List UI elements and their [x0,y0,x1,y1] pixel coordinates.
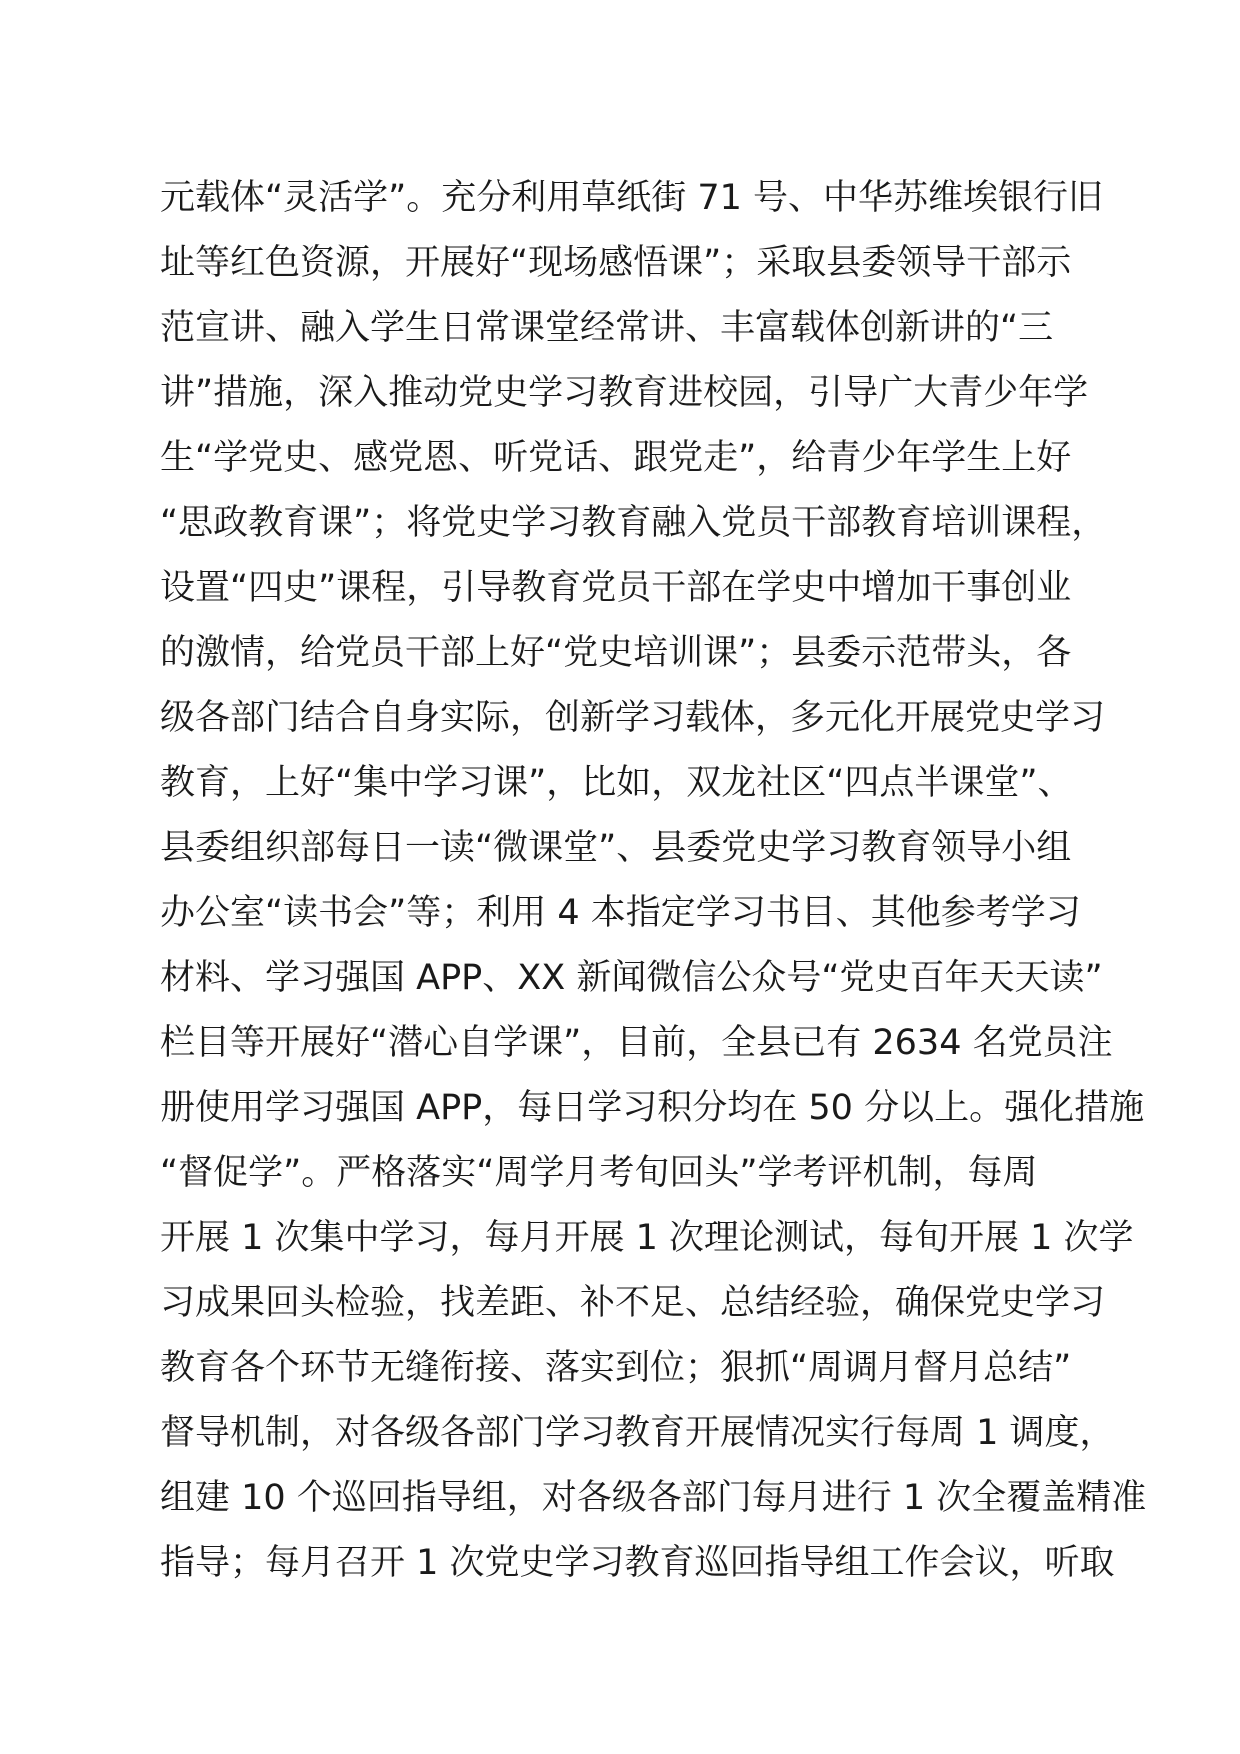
text-line: 教育，上好“集中学习课”，比如，双龙社区“四点半课堂”、 [160,763,1073,803]
text-line: 范宣讲、融入学生日常课堂经常讲、丰富载体创新讲的“三 [160,308,1054,348]
text-line: 督导机制，对各级各部门学习教育开展情况实行每周 1 调度， [160,1413,1115,1453]
text-line: 开展 1 次集中学习，每月开展 1 次理论测试，每旬开展 1 次学 [160,1218,1134,1258]
text-line: 组建 10 个巡回指导组，对各级各部门每月进行 1 次全覆盖精准 [160,1478,1147,1518]
text-line: 元载体“灵活学”。充分利用草纸街 71 号、中华苏维埃银行旧 [160,178,1104,218]
text-line: 级各部门结合自身实际，创新学习载体，多元化开展党史学习 [160,698,1106,738]
text-line: 习成果回头检验，找差距、补不足、总结经验，确保党史学习 [160,1283,1106,1323]
text-line: 指导；每月召开 1 次党史学习教育巡回指导组工作会议，听取 [160,1543,1115,1583]
text-line: “督促学”。严格落实“周学月考旬回头”学考评机制，每周 [160,1153,1038,1193]
text-line: 的激情，给党员干部上好“党史培训课”；县委示范带头，各 [160,633,1072,673]
text-line: 办公室“读书会”等；利用 4 本指定学习书目、其他参考学习 [160,893,1081,933]
text-line: 材料、学习强国 APP、XX 新闻微信公众号“党史百年天天读” [160,958,1103,998]
text-line: 生“学党史、感党恩、听党话、跟党走”，给青少年学生上好 [160,438,1072,478]
text-line: 栏目等开展好“潜心自学课”，目前，全县已有 2634 名党员注 [160,1023,1113,1063]
text-line: “思政教育课”；将党史学习教育融入党员干部教育培训课程， [160,503,1107,543]
text-line: 讲”措施，深入推动党史学习教育进校园，引导广大青少年学 [160,373,1089,413]
body-paragraph [160,166,1147,1596]
text-line: 设置“四史”课程，引导教育党员干部在学史中增加干事创业 [160,568,1072,608]
text-line: 址等红色资源，开展好“现场感悟课”；采取县委领导干部示 [160,243,1072,283]
text-line: 教育各个环节无缝衔接、落实到位；狠抓“周调月督月总结” [160,1348,1072,1388]
text-line: 县委组织部每日一读“微课堂”、县委党史学习教育领导小组 [160,828,1072,868]
text-line: 册使用学习强国 APP，每日学习积分均在 50 分以上。强化措施 [160,1088,1145,1128]
